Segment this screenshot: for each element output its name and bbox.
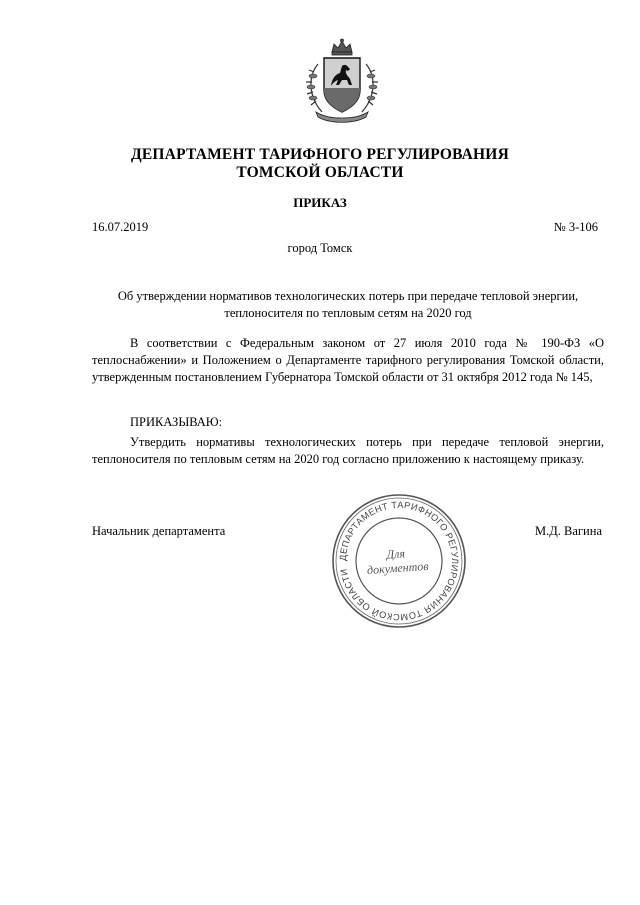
decision-paragraph: Утвердить нормативы технологических потерь при передаче тепловой энергии, теплоносителя по тепловым сетям на 2020 год согласно приложению к настоящему приказу. — [92, 435, 604, 466]
department-title-line2: ТОМСКОЙ ОБЛАСТИ — [236, 164, 404, 181]
official-stamp — [330, 492, 468, 630]
subject-line2: теплоносителя по тепловым сетям на 2020 год — [224, 306, 472, 320]
document-type: ПРИКАЗ — [293, 195, 347, 210]
coat-of-arms-icon — [304, 38, 380, 124]
department-title-line1: ДЕПАРТАМЕНТ ТАРИФНОГО РЕГУЛИРОВАНИЯ — [131, 146, 509, 163]
signatory-position: Начальник департамента — [92, 524, 226, 538]
city: город Томск — [287, 241, 353, 255]
order-word: ПРИКАЗЫВАЮ: — [130, 415, 223, 429]
document-number: № 3-106 — [553, 220, 598, 234]
signatory-name: М.Д. Вагина — [535, 524, 602, 538]
stamp-ring-text: ДЕПАРТАМЕНТ ТАРИФНОГО РЕГУЛИРОВАНИЯ ТОМСКОЙ ОБЛАСТИ — [337, 499, 461, 623]
stamp-center-line2: документов — [366, 558, 429, 578]
preamble-paragraph: В соответствии с Федеральным законом от 27 июля 2010 года № 190-ФЗ «О теплоснабжении» и Положением о Департаменте тарифного регулирования Томской области, утвержденным постановлением Губернатора Томской области от 31 октября 2012 года № 145, — [92, 336, 604, 384]
document-subject — [92, 288, 604, 322]
stamp-center-line1: Для — [386, 546, 406, 562]
document-date: 16.07.2019 — [92, 220, 149, 234]
subject-line1: Об утверждении нормативов технологических потерь при передаче тепловой энергии, — [117, 289, 579, 303]
